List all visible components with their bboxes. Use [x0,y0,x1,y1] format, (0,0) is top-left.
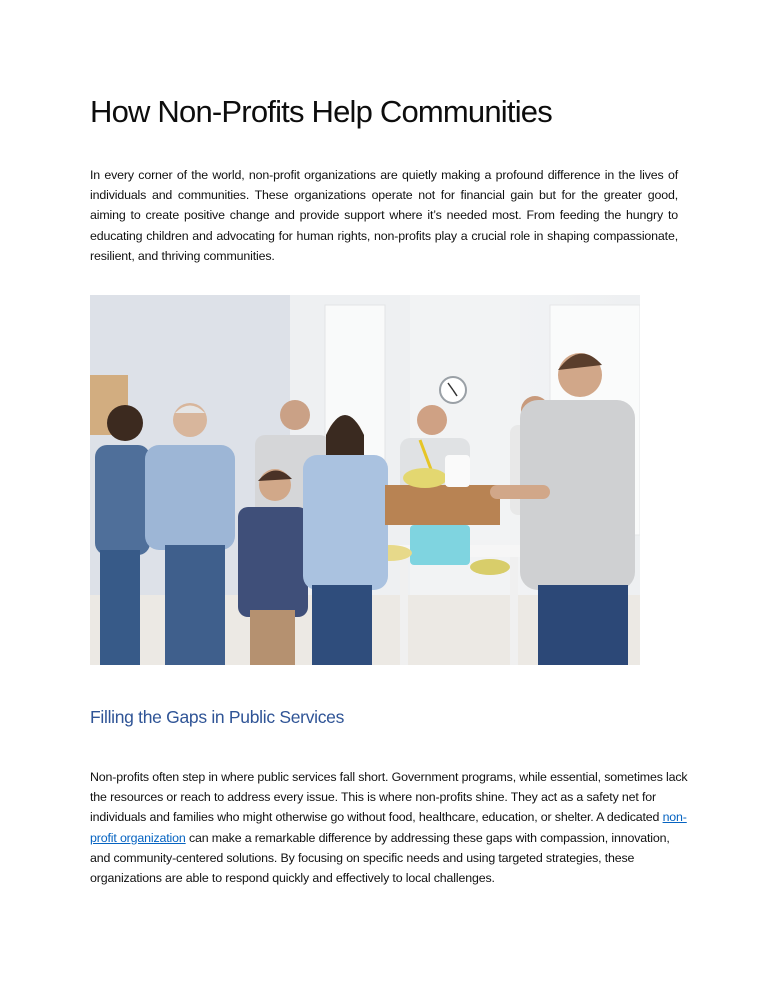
section-text-after-link: can make a remarkable difference by addressing these gaps with compassion, innovation, and community-centered solutions. By focusing on specific needs and using targeted strategies, these organizations are able to respond quickly and effectively to local challenges. [90,830,670,886]
hero-photo [90,295,640,665]
page-title: How Non-Profits Help Communities [90,94,552,129]
section-heading: Filling the Gaps in Public Services [90,707,345,727]
photo-illustration [90,295,640,665]
section-paragraph [90,767,690,888]
intro-paragraph: In every corner of the world, non-profit organizations are quietly making a profound difference in the lives of individuals and communities. These organizations operate not for financial gain but for the greater good, aiming to create positive change and provide support where it’s needed most. From feeding the hungry to educating children and advocating for human rights, non-profits play a crucial role in shaping compassionate, resilient, and thriving communities. [90,168,678,263]
non-profit-organization-link[interactable]: non-profit organization [90,810,687,845]
section-text-before-link: Non-profits often step in where public services fall short. Government programs, while essential, sometimes lack the resources or reach to address every issue. This is where non-profits shine. They act as a safety net for individuals and families who might otherwise go without food, healthcare, education, or shelter. A dedicated [90,770,688,825]
